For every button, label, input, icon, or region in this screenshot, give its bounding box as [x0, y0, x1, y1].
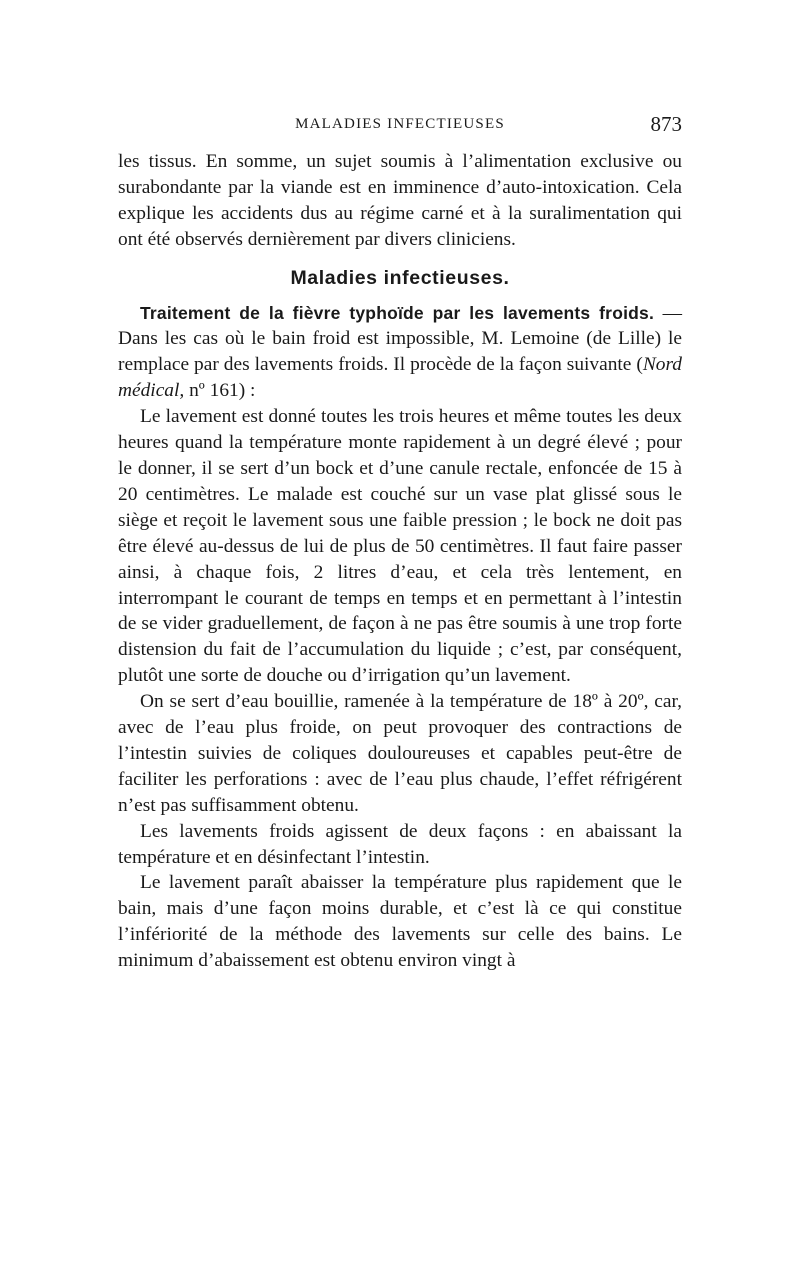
- running-title: MALADIES INFECTIEUSES: [295, 116, 505, 132]
- text-block: [118, 149, 682, 974]
- paragraph-article: [118, 301, 682, 405]
- paragraph-comparison: Le lavement paraît abaisser la température plus rapidement que le bain, mais d’une façon moins durable, et c’est là ce qui constitue l’infériorité de la méthode des lavements sur celle des bains. Le minimum d’abaissement est obtenu environ vingt à: [118, 872, 682, 972]
- journal-citation: Nord médical,: [118, 354, 682, 402]
- paragraph-effects: Les lavements froids agissent de deux façons : en abaissant la température et en désinfectant l’intestin.: [118, 820, 682, 868]
- running-head: [118, 112, 682, 142]
- article-title: Traitement de la fièvre typhoïde par les lavements froids.: [140, 302, 655, 323]
- paragraph-intro: les tissus. En somme, un sujet soumis à l’alimentation exclusive ou surabondante par la viande est en imminence d’auto-intoxication. Cela explique les accidents dus au régime carné et à la suralimentation qui ont été observés dernièrement par divers cliniciens.: [118, 151, 682, 250]
- page-number: 873: [650, 112, 682, 136]
- article-lead-text: — Dans les cas où le bain froid est impossible, M. Lemoine (de Lille) le remplace par des lavements froids. Il procède de la façon suivante (: [118, 302, 682, 376]
- article-reference: nº 161) :: [184, 380, 256, 402]
- paragraph-water-temperature: On se sert d’eau bouillie, ramenée à la température de 18º à 20º, car, avec de l’eau plus froide, on peut provoquer des contractions de l’intestin suivies de coliques douloureuses et capables peut-être de faciliter les perforations : avec de l’eau plus chaude, l’effet réfrigérent n’est pas suffisamment obtenu.: [118, 691, 682, 816]
- section-title: Maladies infectieuses.: [290, 266, 510, 289]
- paragraph-procedure: Le lavement est donné toutes les trois heures et même toutes les deux heures quand la température monte rapidement à un degré élevé ; pour le donner, il se sert d’un bock et d’une canule rectale, enfoncée de 15 à 20 centimètres. Le malade est couché sur un vase plat glissé sous le siège et reçoit le lavement sous une faible pression ; le bock ne doit pas être élevé au-dessus de lui de plus de 50 centimètres. Il faut faire passer ainsi, à chaque fois, 2 litres d’eau, et cela très lentement, en interrompant le courant de temps en temps et en permettant à l’intestin de se vider graduellement, de façon à ne pas être soumis à une trop forte distension du fait de l’accumulation du liquide ; c’est, par conséquent, plutôt une sorte de douche ou d’irrigation qu’un lavement.: [118, 406, 682, 687]
